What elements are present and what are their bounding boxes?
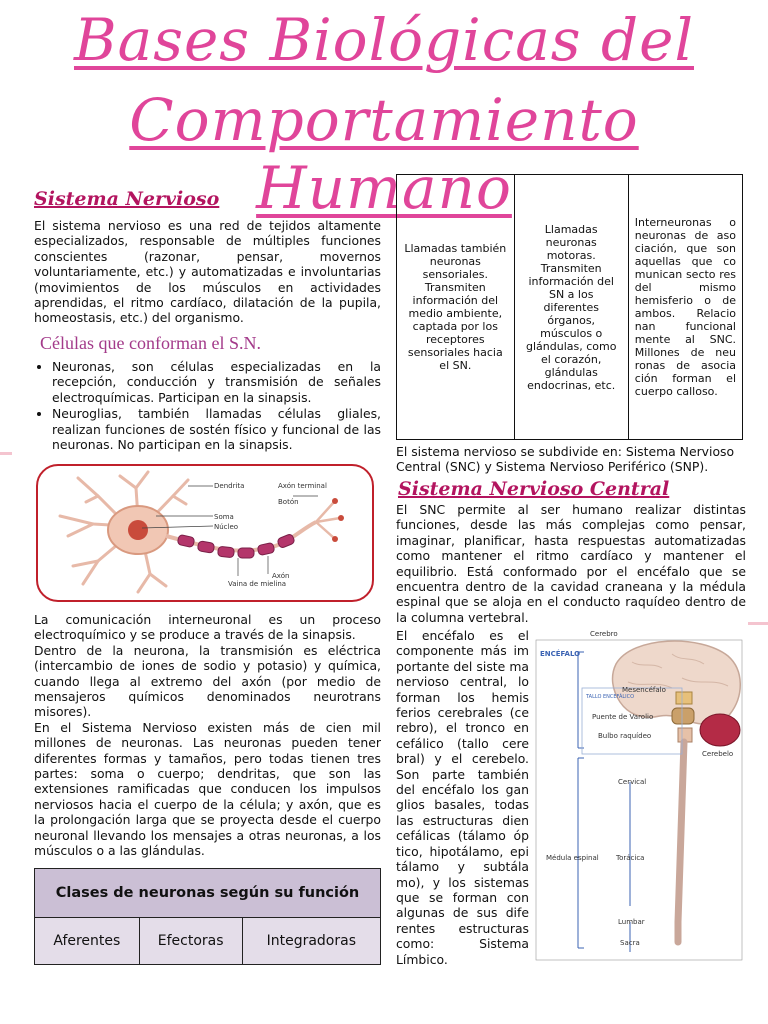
label-medula: Médula espinal — [546, 854, 599, 862]
sistema-nervioso-intro: El sistema nervioso es una red de tejidos altamente especializados, responsable de múltiples funciones conscientes (razonar, pensar, movernos voluntariamente, etc.) y automatizadas e involuntarias (movimientos de los músculos en actividades aprendidas, el ritmo cardíaco, dilatación de la pupila, homeostasis, etc.) del organismo. — [34, 218, 381, 326]
comunicacion-p1: La comunicación interneuronal es un proceso electroquímico y se produce a través de la sinapsis. — [34, 612, 381, 643]
label-tallo: TALLO ENCEFÁLICO — [586, 694, 635, 700]
label-axon-terminal: Axón terminal — [278, 482, 327, 490]
page-title-line1: Bases Biológicas del — [74, 6, 694, 74]
cerebelo-shape — [700, 714, 740, 746]
label-boton: Botón — [278, 498, 299, 506]
comunicacion-text — [34, 612, 381, 859]
page-title-line2: Comportamiento Humano — [129, 86, 639, 222]
snc-paragraph1: El SNC permite al ser humano realizar distintas funciones, desde las más complejas como pensar, imaginar, planificar, hasta respuestas automatizadas como mantener el ritmo cardíaco y mantener el equilibrio. Está conformado por el encéfalo que se encuentra dentro de la cavidad craneana y la médula espinal que se aloja en el conducto raquídeo dentro de la columna vertebral. — [396, 502, 746, 625]
bullet-neuronas: • Neuronas, son células especializadas en la recepción, conducción y transmisión de señales electroquímicas. Participan en la sinapsis. — [52, 359, 381, 405]
snc-heading: Sistema Nervioso Central — [398, 478, 670, 500]
label-toracica: Torácica — [616, 854, 645, 862]
label-mesencefalo: Mesencéfalo — [622, 686, 666, 694]
decor-line — [748, 622, 768, 625]
label-lumbar: Lumbar — [618, 918, 645, 926]
neuron-diagram-frame — [36, 464, 374, 602]
decor-line — [0, 452, 12, 455]
label-axon: Axón — [272, 572, 290, 580]
label-nucleo: Núcleo — [214, 523, 239, 531]
label-encefalo: ENCÉFALO — [540, 650, 581, 658]
label-varolio: Puente de Varolio — [592, 713, 654, 721]
clase-integradoras: Integradoras — [242, 918, 380, 965]
label-bulbo: Bulbo raquídeo — [598, 732, 652, 740]
neuron-types-table — [396, 174, 743, 440]
label-cerebro: Cerebro — [590, 630, 618, 638]
cell-integradoras-desc: Interneuronas o neuronas de aso ciación, que son aquellas que co munican secto res del mismo hemisferio o de ambos. Relacio nan funcional mente al SNC. Millones de neu ronas de asocia ción forman el cuerpo calloso. — [628, 175, 742, 440]
clase-efectoras: Efectoras — [139, 918, 242, 965]
snc-paragraph2: El encéfalo es el componente más im portante del siste ma nervioso central, lo forman los hemis ferios cerebrales (ce rebro), el tronco en cefálico (tallo cere bral) y el cerebelo. Son parte también del encéfalo los gan glios basales, todas las estructuras dien cefálicas (tálamo óp tico, hipotálamo, epi tálamo y subtála mo), y los sistemas que se forman con algunas de sus dife rentes estructuras como: Sistema Límbico. — [396, 628, 529, 967]
subdivision-text: El sistema nervioso se subdivide en: Sistema Nervioso Central (SNC) y Sistema Nervioso Periférico (SNP). — [396, 444, 735, 475]
clase-aferentes: Aferentes — [35, 918, 140, 965]
label-cervical: Cervical — [618, 778, 647, 786]
nucleus — [128, 520, 148, 540]
cell-aferentes-desc: Llamadas también neuronas sensoriales. Transmiten información del medio ambiente, captada por los receptores sensoriales hacia el SN. — [397, 175, 515, 440]
comunicacion-p3: En el Sistema Nervioso existen más de cien mil millones de neuronas. Las neuronas pueden tener diferentes formas y tamaños, pero todas tienen tres partes: soma o cuerpo; dendritas, que son las extensiones ramificadas que conducen los impulsos nerviosos hacia el cuerpo de la célula; y axón, que es la prolongación larga que se proyecta desde el cuerpo neuronal llevando los mensajes a otras neuronas, a los músculos o a las glándulas. — [34, 719, 381, 859]
mesencefalo-shape — [676, 692, 692, 704]
label-dendrita: Dendrita — [214, 482, 245, 490]
comunicacion-p2: Dentro de la neurona, la transmisión es eléctrica (intercambio de iones de sodio y potasio) y química, cuando llega al extremo del axón (por medio de mensajeros químicos denominados neurotrans misores). — [34, 642, 381, 720]
celulas-subheading: Células que conforman el S.N. — [40, 333, 261, 353]
label-cerebelo: Cerebelo — [702, 750, 734, 758]
cell-efectoras-desc: Llamadas neuronas motoras. Transmiten información del SN a los diferentes órganos, músculos o glándulas, como el corazón, glándulas endocrinas, etc. — [514, 175, 628, 440]
encefalo-illustration — [532, 622, 747, 972]
neuron-illustration — [38, 466, 372, 600]
celulas-list — [34, 359, 381, 453]
clases-neuronas-table — [34, 868, 381, 965]
bullet-neuroglias: • Neuroglias, también llamadas células gliales, realizan funciones de sostén físico y funcional de las neuronas. No participan en la sinapsis. — [52, 406, 381, 452]
varolio-shape — [672, 708, 694, 724]
axon-terminals — [316, 502, 340, 538]
clases-table-header: Clases de neuronas según su función — [35, 869, 381, 918]
label-soma: Soma — [214, 513, 234, 521]
sistema-nervioso-heading: Sistema Nervioso — [34, 188, 220, 210]
label-vaina: Vaina de mielina — [228, 580, 287, 588]
label-sacra: Sacra — [620, 939, 640, 947]
brain-diagram — [532, 622, 747, 972]
